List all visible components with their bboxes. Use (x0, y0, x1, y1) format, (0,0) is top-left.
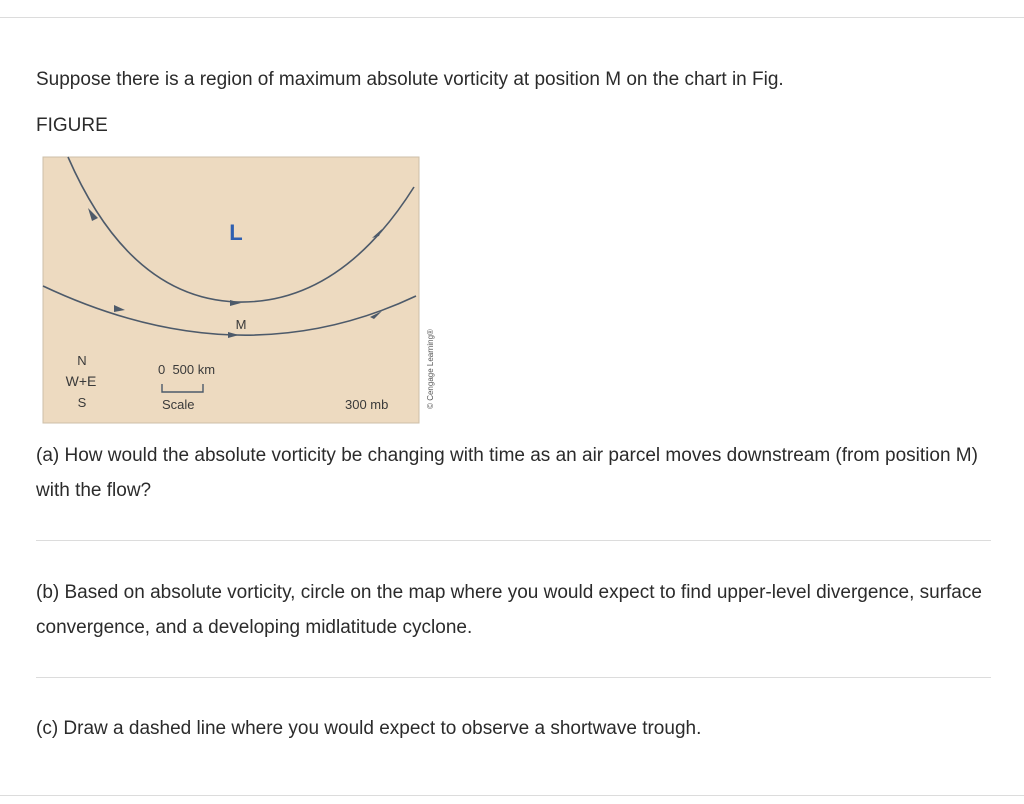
low-pressure-label: L (229, 220, 243, 245)
intro-text: Suppose there is a region of maximum absolute vorticity at position M on the chart in Fig. (36, 69, 784, 90)
map-background (43, 157, 419, 423)
top-divider (0, 17, 1024, 18)
position-m-label: M (235, 317, 247, 332)
figure-label: FIGURE (36, 115, 108, 136)
scale-numbers: 0 500 km (158, 362, 216, 377)
credit-text: © Cengage Learning® (426, 329, 435, 409)
compass-south-label: S (77, 395, 87, 410)
question-b: (b) Based on absolute vorticity, circle on the map where you would expect to find upper-level divergence, surface convergence, and a developing midlatitude cyclone. (36, 582, 982, 638)
section-divider (36, 677, 991, 678)
compass-west-east-label: W+E (65, 373, 97, 389)
question-c: (c) Draw a dashed line where you would expect to observe a shortwave trough. (36, 718, 702, 739)
section-divider (36, 540, 991, 541)
upper-air-chart-figure (40, 154, 439, 426)
bottom-divider (0, 795, 1024, 796)
pressure-level-label: 300 mb (345, 397, 389, 412)
compass-north-label: N (77, 353, 87, 368)
scale-label: Scale (162, 397, 195, 412)
question-a: (a) How would the absolute vorticity be changing with time as an air parcel moves downstream (from position M) with the flow? (36, 445, 978, 501)
